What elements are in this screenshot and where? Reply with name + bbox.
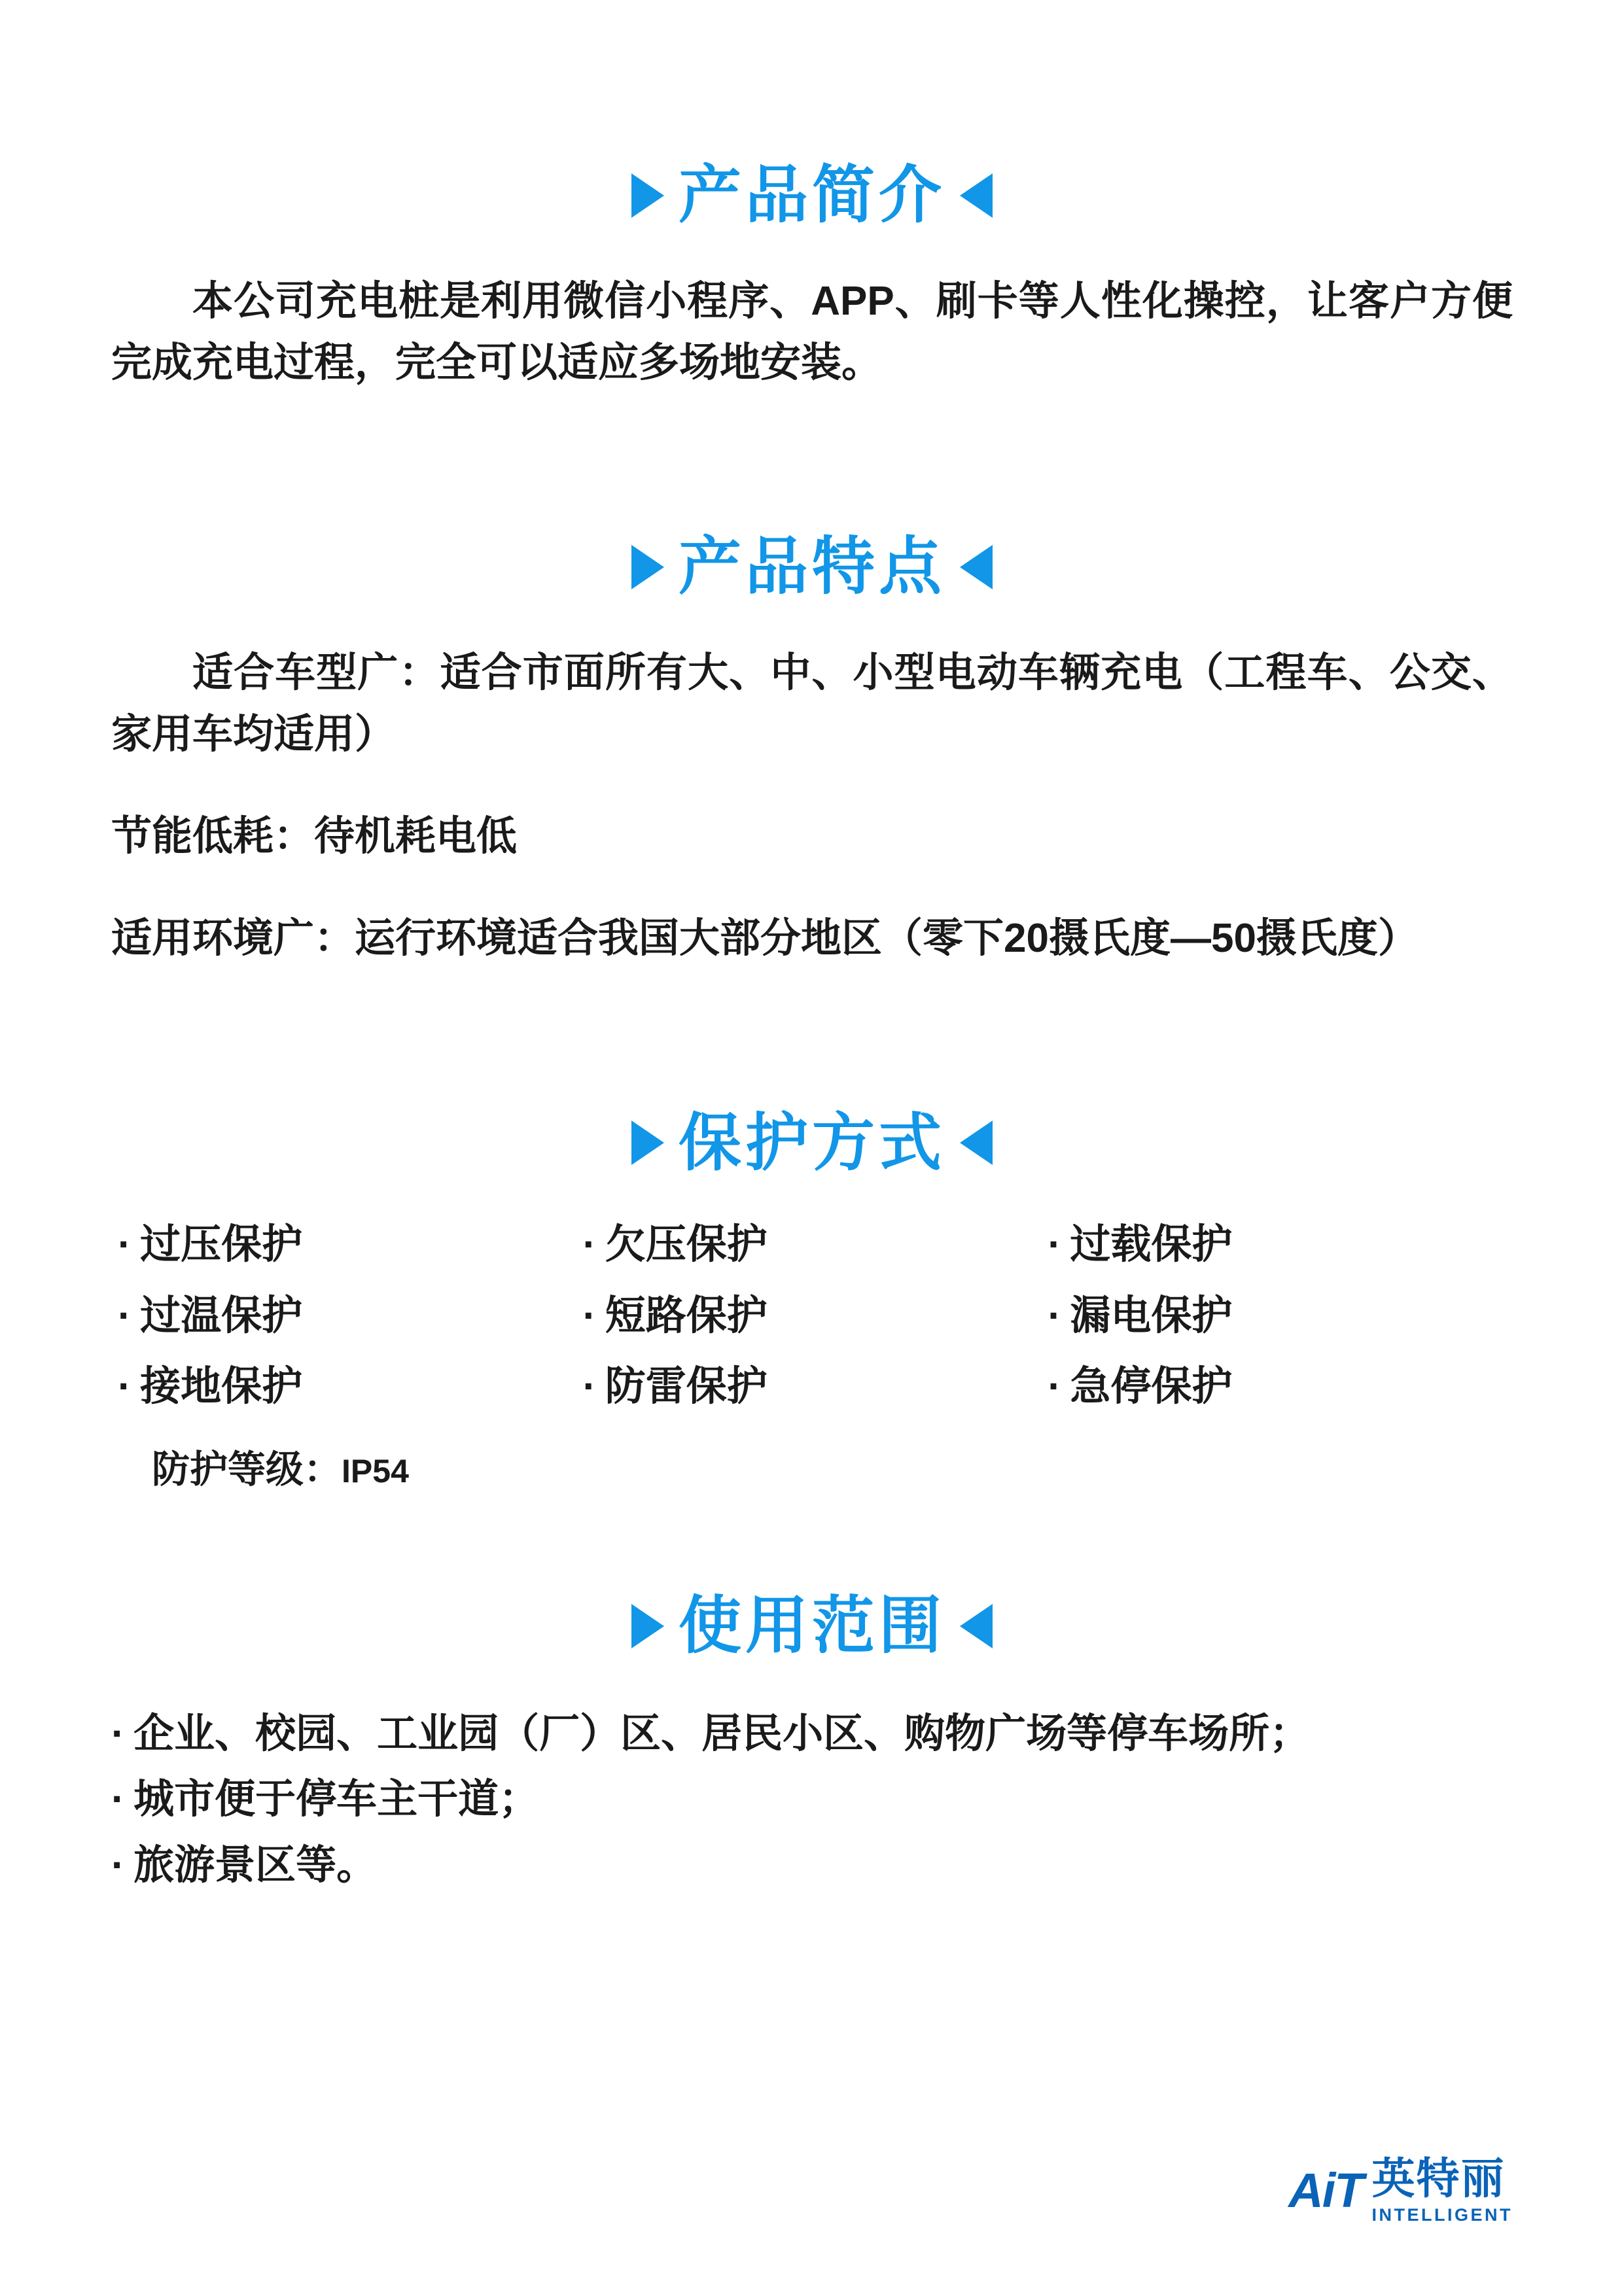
protection-label: 短路保护 [605, 1293, 768, 1338]
bullet-dot-icon: · [111, 1777, 125, 1822]
section-title-protection: 保护方式 [679, 1107, 945, 1178]
protection-label: 漏电保护 [1070, 1293, 1233, 1338]
ip-rating-label: 防护等级： [152, 1448, 342, 1491]
list-item [583, 1363, 1048, 1411]
triangle-left-icon [631, 173, 664, 218]
protection-label: 接地保护 [140, 1363, 303, 1409]
section-heading-features [111, 532, 1513, 602]
list-item [111, 1701, 1513, 1767]
company-logo [1288, 2154, 1513, 2225]
bullet-dot-icon: · [118, 1293, 132, 1338]
bullet-dot-icon: · [1048, 1363, 1061, 1409]
bullet-dot-icon: · [582, 1222, 597, 1268]
logo-name-en: INTELLIGENT [1371, 2205, 1513, 2225]
triangle-right-icon [960, 545, 993, 589]
features-body [111, 642, 1513, 970]
list-item [111, 1833, 1513, 1898]
protection-label: 急停保护 [1070, 1363, 1233, 1409]
triangle-right-icon [960, 1121, 993, 1165]
list-item [583, 1292, 1048, 1340]
spacer-3 [111, 1493, 1513, 1592]
section-title-usage: 使用范围 [679, 1591, 945, 1661]
feature-line-3: 适用环境广：运行环境适合我国大部分地区（零下20摄氏度—50摄氏度） [111, 916, 1419, 962]
logo-letter-t: T [1334, 2163, 1363, 2218]
bullet-dot-icon: · [582, 1363, 597, 1409]
section-title-features: 产品特点 [679, 532, 945, 602]
bullet-dot-icon: · [1048, 1222, 1061, 1268]
protection-grid [111, 1221, 1513, 1411]
triangle-right-icon [960, 173, 993, 218]
bullet-dot-icon: · [118, 1222, 132, 1268]
list-item [1048, 1221, 1513, 1269]
logo-mark-icon [1288, 2163, 1363, 2218]
logo-name-cn: 英特丽 [1371, 2154, 1506, 2202]
section-heading-protection [111, 1109, 1513, 1178]
bullet-dot-icon: · [1048, 1293, 1061, 1338]
list-item [1048, 1292, 1513, 1340]
usage-label: 企业、校园、工业园（厂）区、居民小区、购物广场等停车场所； [133, 1711, 1311, 1756]
protection-label: 欠压保护 [605, 1222, 768, 1268]
usage-label: 旅游景区等。 [133, 1842, 378, 1888]
ip-rating-line [111, 1438, 1513, 1493]
bullet-dot-icon: · [582, 1293, 597, 1338]
usage-list [111, 1701, 1513, 1898]
usage-label: 城市便于停车主干道； [133, 1777, 540, 1822]
logo-letter-a: A [1288, 2163, 1322, 2218]
list-item [1048, 1363, 1513, 1411]
bullet-dot-icon: · [111, 1711, 125, 1756]
triangle-left-icon [631, 1604, 664, 1648]
ip-rating-value: IP54 [342, 1453, 409, 1490]
section-title-intro: 产品简介 [679, 160, 945, 230]
protection-label: 过压保护 [140, 1222, 303, 1268]
protection-label: 过温保护 [140, 1293, 303, 1338]
protection-label: 过载保护 [1070, 1222, 1233, 1268]
logo-wordmark [1371, 2154, 1513, 2225]
triangle-left-icon [631, 1121, 664, 1165]
spacer-2 [111, 1011, 1513, 1109]
section-heading-usage [111, 1592, 1513, 1661]
section-heading-intro [111, 161, 1513, 230]
spacer-top [111, 0, 1513, 161]
logo-letter-i: i [1322, 2163, 1335, 2218]
bullet-dot-icon: · [118, 1363, 132, 1409]
protection-label: 防雷保护 [605, 1363, 768, 1409]
list-item [118, 1292, 583, 1340]
list-item [118, 1363, 583, 1411]
feature-line-2: 节能低耗：待机耗电低 [111, 814, 518, 860]
triangle-left-icon [631, 545, 664, 589]
list-item [118, 1221, 583, 1269]
list-item [583, 1221, 1048, 1269]
triangle-right-icon [960, 1604, 993, 1648]
intro-paragraph: 本公司充电桩是利用微信小程序、APP、刷卡等人性化操控，让客户方便完成充电过程，完全可以适应多场地安装。 [111, 278, 1513, 385]
spacer-1 [111, 434, 1513, 532]
intro-body [111, 271, 1513, 394]
bullet-dot-icon: · [111, 1842, 125, 1888]
list-item [111, 1767, 1513, 1832]
feature-line-1: 适合车型广：适合市面所有大、中、小型电动车辆充电（工程车、公交、家用车均适用） [111, 650, 1513, 757]
